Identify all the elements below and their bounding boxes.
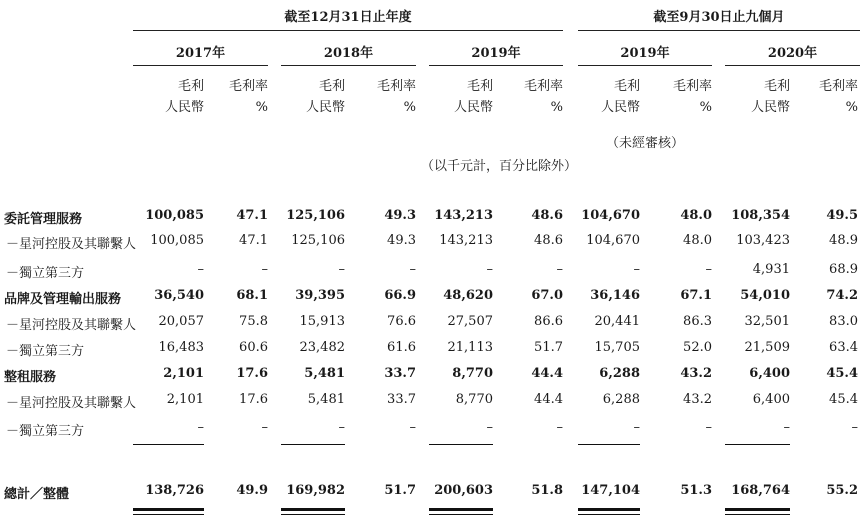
- margin-cell: 45.4: [829, 392, 858, 407]
- subtotal-rule: [133, 444, 204, 445]
- total-double-rule: [281, 508, 345, 511]
- gross-profit-label: 毛利: [318, 79, 345, 94]
- margin-cell: 33.7: [384, 366, 416, 381]
- period-header-nine-months: 截至9月30日止九個月: [653, 10, 785, 25]
- margin-label: 毛利率: [818, 79, 858, 94]
- period-header-year-end: 截至12月31日止年度: [284, 10, 412, 25]
- gross-profit-cell: 54,010: [740, 288, 790, 303]
- total-double-rule: [133, 508, 204, 511]
- margin-cell: 49.3: [387, 233, 416, 248]
- total-double-rule: [429, 508, 493, 511]
- margin-header: [798, 76, 858, 118]
- gross-profit-cell: –: [783, 420, 790, 435]
- gross-profit-header: [134, 76, 204, 118]
- total-margin-cell: 51.7: [384, 483, 416, 498]
- gross-profit-cell: 8,770: [455, 392, 493, 407]
- gross-profit-cell: 15,705: [594, 340, 640, 355]
- subtotal-rule: [578, 444, 640, 445]
- gross-profit-cell: 36,146: [590, 288, 640, 303]
- margin-cell: –: [705, 262, 712, 277]
- margin-cell: 66.9: [384, 288, 416, 303]
- total-double-rule: [578, 514, 640, 515]
- gross-profit-header: [423, 76, 493, 118]
- subcategory-label: －獨立第三方: [6, 424, 85, 439]
- gross-profit-cell: 6,288: [602, 392, 640, 407]
- margin-cell: –: [556, 262, 563, 277]
- gross-profit-cell: 8,770: [452, 366, 493, 381]
- gross-profit-cell: 6,400: [752, 392, 790, 407]
- year-rule-2020: [725, 65, 860, 66]
- gross-profit-cell: 108,354: [731, 208, 790, 223]
- total-double-rule: [725, 508, 790, 511]
- gross-profit-cell: –: [633, 420, 640, 435]
- gross-profit-cell: 32,501: [744, 314, 790, 329]
- gross-profit-cell: 4,931: [752, 262, 790, 277]
- gross-profit-cell: –: [197, 420, 204, 435]
- margin-cell: 44.4: [534, 392, 563, 407]
- subcategory-label: －星河控股及其聯繫人: [6, 237, 137, 252]
- margin-cell: 52.0: [683, 340, 712, 355]
- total-double-rule: [133, 514, 204, 515]
- subtotal-rule: [725, 444, 790, 445]
- margin-cell: 86.6: [534, 314, 563, 329]
- total-gross-profit-cell: 169,982: [286, 483, 345, 498]
- gross-profit-cell: 5,481: [304, 366, 345, 381]
- margin-cell: 60.6: [239, 340, 268, 355]
- gross-profit-cell: 143,213: [434, 208, 493, 223]
- gross-profit-cell: –: [197, 262, 204, 277]
- margin-cell: –: [261, 420, 268, 435]
- margin-cell: 51.7: [534, 340, 563, 355]
- year-header-2018: 2018年: [323, 46, 374, 61]
- margin-cell: 44.4: [531, 366, 563, 381]
- gross-profit-cell: 2,101: [166, 392, 204, 407]
- margin-header: [652, 76, 712, 118]
- margin-cell: –: [705, 420, 712, 435]
- margin-cell: 49.5: [826, 208, 858, 223]
- margin-label: 毛利率: [376, 79, 416, 94]
- total-double-rule: [281, 514, 345, 515]
- margin-cell: 48.6: [534, 233, 563, 248]
- period-rule-year-end: [133, 30, 563, 31]
- year-header-2020: 2020年: [767, 46, 818, 61]
- margin-cell: 67.1: [680, 288, 712, 303]
- gross-profit-cell: 100,085: [150, 233, 204, 248]
- subcategory-label: －獨立第三方: [6, 266, 85, 281]
- currency-label: 人民幣: [305, 100, 345, 115]
- gross-profit-cell: 125,106: [291, 233, 345, 248]
- gross-profit-cell: –: [486, 420, 493, 435]
- year-rule-2017: [133, 65, 268, 66]
- total-gross-profit-cell: 200,603: [434, 483, 493, 498]
- year-rule-2019-nine-months: [578, 65, 712, 66]
- margin-cell: 48.6: [531, 208, 563, 223]
- gross-profit-cell: 104,670: [586, 233, 640, 248]
- gross-profit-cell: 16,483: [158, 340, 204, 355]
- gross-profit-cell: 36,540: [154, 288, 204, 303]
- margin-label: 毛利率: [228, 79, 268, 94]
- margin-cell: –: [261, 262, 268, 277]
- gross-profit-header: [720, 76, 790, 118]
- margin-cell: –: [409, 262, 416, 277]
- category-label: 整租服務: [4, 370, 57, 385]
- gross-profit-cell: 6,288: [599, 366, 640, 381]
- year-rule-2018: [281, 65, 416, 66]
- margin-header: [503, 76, 563, 118]
- margin-cell: 83.0: [829, 314, 858, 329]
- total-double-rule: [725, 514, 790, 515]
- margin-cell: 33.7: [387, 392, 416, 407]
- gross-profit-label: 毛利: [466, 79, 493, 94]
- margin-label: 毛利率: [672, 79, 712, 94]
- year-header-2019: 2019年: [471, 46, 521, 61]
- percent-label: %: [255, 100, 268, 115]
- percent-label: %: [550, 100, 563, 115]
- margin-header: [208, 76, 268, 118]
- subtotal-rule: [429, 444, 493, 445]
- margin-cell: 68.1: [236, 288, 268, 303]
- total-gross-profit-cell: 168,764: [731, 483, 790, 498]
- year-rule-2019: [429, 65, 563, 66]
- gross-profit-cell: 125,106: [286, 208, 345, 223]
- gross-profit-cell: 27,507: [447, 314, 493, 329]
- margin-cell: 17.6: [236, 366, 268, 381]
- currency-label: 人民幣: [164, 100, 204, 115]
- subtotal-rule: [281, 444, 345, 445]
- gross-profit-cell: 48,620: [443, 288, 493, 303]
- gross-profit-cell: 100,085: [145, 208, 204, 223]
- gross-profit-label: 毛利: [177, 79, 204, 94]
- currency-label: 人民幣: [453, 100, 493, 115]
- gross-profit-cell: 21,509: [744, 340, 790, 355]
- total-margin-cell: 49.9: [236, 483, 268, 498]
- margin-cell: 67.0: [531, 288, 563, 303]
- margin-label: 毛利率: [523, 79, 563, 94]
- margin-cell: 61.6: [387, 340, 416, 355]
- percent-label: %: [699, 100, 712, 115]
- margin-cell: 43.2: [683, 392, 712, 407]
- margin-cell: 48.9: [829, 233, 858, 248]
- margin-cell: 48.0: [683, 233, 712, 248]
- total-margin-cell: 51.3: [680, 483, 712, 498]
- margin-cell: 47.1: [236, 208, 268, 223]
- percent-label: %: [845, 100, 858, 115]
- year-header-2019-nine-months: 2019年: [620, 46, 670, 61]
- gross-profit-cell: 20,057: [158, 314, 204, 329]
- total-margin-cell: 51.8: [531, 483, 563, 498]
- margin-cell: 76.6: [387, 314, 416, 329]
- gross-profit-cell: 21,113: [447, 340, 493, 355]
- gross-profit-header: [275, 76, 345, 118]
- gross-profit-cell: 6,400: [749, 366, 790, 381]
- margin-cell: 45.4: [826, 366, 858, 381]
- gross-profit-cell: –: [633, 262, 640, 277]
- margin-cell: –: [409, 420, 416, 435]
- margin-header: [356, 76, 416, 118]
- subcategory-label: －獨立第三方: [6, 344, 85, 359]
- gross-profit-cell: –: [486, 262, 493, 277]
- gross-profit-cell: 5,481: [307, 392, 345, 407]
- category-label: 委託管理服務: [4, 212, 83, 227]
- total-double-rule: [578, 508, 640, 511]
- margin-cell: 63.4: [829, 340, 858, 355]
- gross-profit-header: [570, 76, 640, 118]
- total-margin-cell: 55.2: [826, 483, 858, 498]
- margin-cell: 68.9: [829, 262, 858, 277]
- margin-cell: 43.2: [680, 366, 712, 381]
- gross-profit-label: 毛利: [613, 79, 640, 94]
- subcategory-label: －星河控股及其聯繫人: [6, 396, 137, 411]
- gross-profit-label: 毛利: [763, 79, 790, 94]
- unaudited-note: （未經審核）: [605, 136, 684, 151]
- gross-profit-cell: 20,441: [594, 314, 640, 329]
- gross-profit-cell: 2,101: [163, 366, 204, 381]
- gross-profit-cell: 39,395: [295, 288, 345, 303]
- margin-cell: 75.8: [239, 314, 268, 329]
- margin-cell: 47.1: [239, 233, 268, 248]
- margin-cell: –: [851, 420, 858, 435]
- currency-label: 人民幣: [600, 100, 640, 115]
- margin-cell: –: [556, 420, 563, 435]
- subcategory-label: －星河控股及其聯繫人: [6, 318, 137, 333]
- margin-cell: 74.2: [826, 288, 858, 303]
- year-header-2017: 2017年: [175, 46, 226, 61]
- total-double-rule: [429, 514, 493, 515]
- gross-profit-cell: 15,913: [299, 314, 345, 329]
- currency-label: 人民幣: [750, 100, 790, 115]
- gross-profit-cell: –: [338, 420, 345, 435]
- gross-profit-cell: 143,213: [439, 233, 493, 248]
- gross-profit-cell: 103,423: [736, 233, 790, 248]
- total-label: 總計／整體: [4, 487, 70, 502]
- total-gross-profit-cell: 138,726: [145, 483, 204, 498]
- margin-cell: 86.3: [683, 314, 712, 329]
- percent-label: %: [403, 100, 416, 115]
- margin-cell: 48.0: [680, 208, 712, 223]
- gross-profit-cell: 104,670: [581, 208, 640, 223]
- gross-profit-cell: –: [338, 262, 345, 277]
- period-rule-nine-months: [578, 30, 860, 31]
- unit-note: （以千元計，百分比除外）: [420, 159, 577, 174]
- category-label: 品牌及管理輸出服務: [4, 292, 122, 307]
- gross-profit-cell: 23,482: [299, 340, 345, 355]
- margin-cell: 49.3: [384, 208, 416, 223]
- margin-cell: 17.6: [239, 392, 268, 407]
- total-gross-profit-cell: 147,104: [581, 483, 640, 498]
